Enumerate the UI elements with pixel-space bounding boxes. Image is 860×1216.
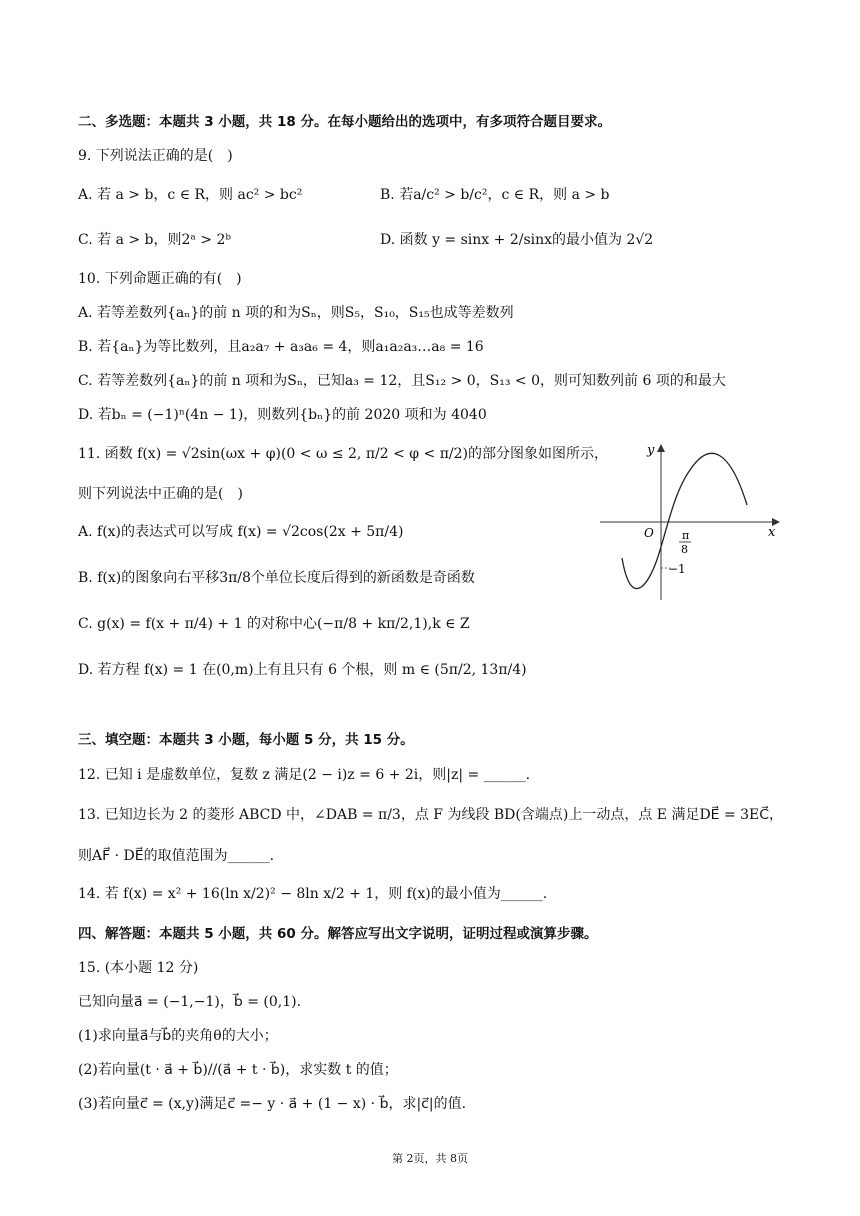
q15-part-1: (1)求向量a⃗与b⃗的夹角θ的大小； [78, 1028, 278, 1044]
q10-option-a: A. 若等差数列{aₙ}的前 n 项的和为Sₙ，则S₅，S₁₀，S₁₅也成等差数列 [78, 305, 514, 321]
section-2-heading: 二、多选题：本题共 3 小题，共 18 分。在每小题给出的选项中，有多项符合题目要求。 [78, 114, 611, 130]
q14: 14. 若 f(x) = x² + 16(ln x/2)² − 8ln x/2 + 1，则 f(x)的最小值为______. [78, 886, 548, 902]
q11-graph [590, 430, 790, 605]
q11-option-b: B. f(x)的图象向右平移3π/8个单位长度后得到的新函数是奇函数 [78, 570, 475, 586]
q11-stem-2: 则下列说法中正确的是( ) [78, 486, 243, 502]
q9-option-c: C. 若 a > b，则2ᵃ > 2ᵇ [78, 232, 231, 248]
q13: 13. 已知边长为 2 的菱形 ABCD 中，∠DAB = π/3，点 F 为线段 BD(含端点)上一动点，点 E 满足DE⃗ = 3EC⃗， [78, 807, 784, 823]
q15-part-3: (3)若向量c⃗ = (x,y)满足c⃗ =− y · a⃗ + (1 − x) · b⃗，求|c⃗|的值. [78, 1096, 467, 1112]
q10-option-d: D. 若bₙ = (−1)ⁿ(4n − 1)，则数列{bₙ}的前 2020 项和为 4040 [78, 407, 487, 423]
q9-option-d: D. 函数 y = sinx + 2/sinx的最小值为 2√2 [380, 232, 654, 248]
q10-option-b: B. 若{aₙ}为等比数列，且a₂a₇ + a₃a₆ = 4，则a₁a₂a₃…a₈ = 16 [78, 339, 484, 355]
page-footer: 第 2页，共 8页 [392, 1152, 468, 1165]
y-axis-label: y [647, 443, 655, 458]
origin-label: O [644, 526, 654, 540]
q11-option-d: D. 若方程 f(x) = 1 在(0,m)上有且只有 6 个根，则 m ∈ (5π/2, 13π/4) [78, 662, 527, 678]
q11-option-a: A. f(x)的表达式可以写成 f(x) = √2cos(2x + 5π/4) [78, 524, 404, 540]
q9-stem: 9. 下列说法正确的是( ) [78, 148, 233, 164]
section-3-heading: 三、填空题：本题共 3 小题，每小题 5 分，共 15 分。 [78, 732, 414, 748]
y-axis-arrow-icon [657, 444, 665, 452]
q15-part-2: (2)若向量(t · a⃗ + b⃗)//(a⃗ + t · b⃗)，求实数 t 的值； [78, 1062, 398, 1078]
q13-continued: 则AF⃗ · DE⃗的取值范围为______. [78, 848, 275, 864]
q11-stem: 11. 函数 f(x) = √2sin(ωx + φ)(0 < ω ≤ 2, π/2 < φ < π/2)的部分图象如图所示， [78, 446, 609, 462]
q10-option-c: C. 若等差数列{aₙ}的前 n 项和为Sₙ，已知a₃ = 12，且S₁₂ > 0，S₁₃ < 0，则可知数列前 6 项的和最大 [78, 373, 726, 389]
q11-option-c: C. g(x) = f(x + π/4) + 1 的对称中心(−π/8 + kπ/2,1),k ∈ Z [78, 616, 470, 632]
q9-option-a: A. 若 a > b，c ∈ R，则 ac² > bc² [78, 187, 303, 203]
q12: 12. 已知 i 是虚数单位，复数 z 满足(2 − i)z = 6 + 2i，则|z| = ______. [78, 767, 531, 783]
q15-title: 15. (本小题 12 分) [78, 960, 199, 976]
pi8-denominator: 8 [681, 543, 688, 556]
q10-stem: 10. 下列命题正确的有( ) [78, 271, 242, 287]
x-axis-label: x [768, 525, 776, 540]
pi8-numerator: π [682, 529, 690, 542]
section-4-heading: 四、解答题：本题共 5 小题，共 60 分。解答应写出文字说明，证明过程或演算步骤。 [78, 926, 598, 942]
minus1-label: −1 [668, 562, 686, 576]
q9-option-b: B. 若a/c² > b/c²，c ∈ R，则 a > b [380, 187, 610, 203]
q15-given: 已知向量a⃗ = (−1,−1)，b⃗ = (0,1). [78, 994, 302, 1010]
